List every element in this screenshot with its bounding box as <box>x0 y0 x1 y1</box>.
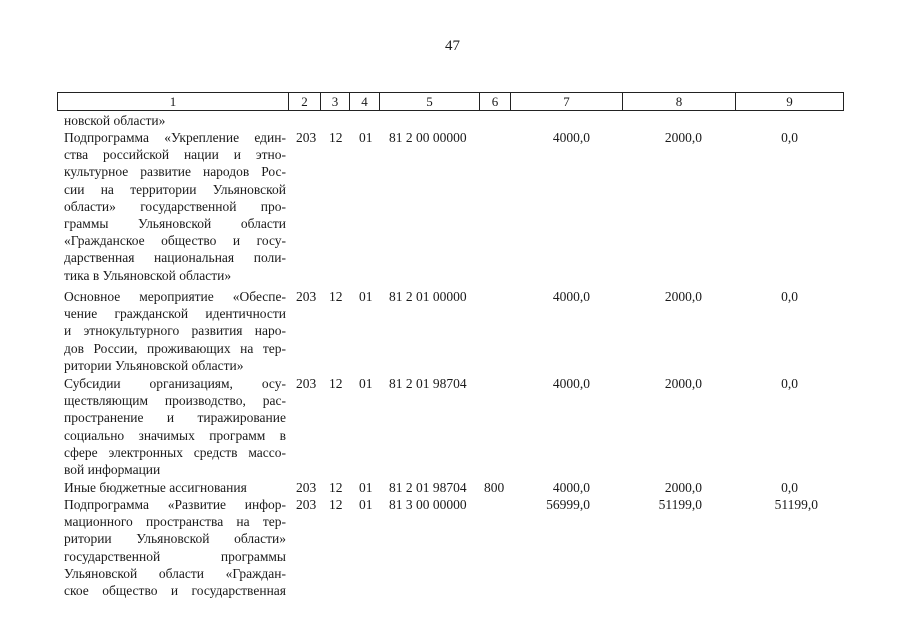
row-name-line: и этнокультурного развития наро- <box>64 323 286 339</box>
header-col-4: 4 <box>350 93 380 110</box>
cell-value-7: 4000,0 <box>552 480 590 495</box>
cell-pr: 12 <box>329 289 343 304</box>
row-name <box>64 496 286 599</box>
page-number: 47 <box>445 38 460 54</box>
header-col-7: 7 <box>511 93 623 110</box>
cell-pr: 12 <box>329 130 343 145</box>
cell-value-9: 0,0 <box>781 480 798 495</box>
table-header <box>57 92 844 111</box>
row-name <box>64 288 286 374</box>
cell-cs: 01 <box>359 376 373 391</box>
cell-pr: 12 <box>329 376 343 391</box>
row-name-line: социально значимых программ в <box>64 427 286 443</box>
cell-value-9: 0,0 <box>781 376 798 391</box>
row-name-line: тика в Ульяновской области» <box>64 267 232 283</box>
row-name-line: граммы Ульяновской области <box>64 215 286 231</box>
row-name-line: дарственная национальная поли- <box>64 250 286 266</box>
cell-value-8: 51199,0 <box>658 497 702 512</box>
row-name-line: дов России, проживающих на тер- <box>64 340 286 356</box>
header-col-9: 9 <box>786 94 793 109</box>
row-name-line: ществляющим производство, рас- <box>64 393 286 409</box>
row-name-line: Подпрограмма «Укрепление един- <box>64 130 286 145</box>
cell-rz: 203 <box>296 289 317 304</box>
row-name-line: «Гражданское общество и госу- <box>64 233 286 249</box>
header-col-5: 5 <box>380 93 480 110</box>
header-col-1: 1 <box>58 93 289 110</box>
row-name-line: ритории Ульяновской области» <box>64 531 286 547</box>
row-name <box>64 375 286 478</box>
cell-csr: 81 2 00 00000 <box>389 130 467 145</box>
cell-pr: 12 <box>329 497 343 512</box>
row-name-line: чение гражданской идентичности <box>64 306 286 322</box>
header-col-3: 3 <box>321 93 350 110</box>
cell-value-8: 2000,0 <box>664 376 702 391</box>
row-name-line: ритории Ульяновской области» <box>64 357 244 373</box>
cell-csr: 81 2 01 00000 <box>389 289 467 304</box>
cell-value-8: 2000,0 <box>664 480 702 495</box>
row-name-line: сфере электронных средств массо- <box>64 444 286 460</box>
cell-cs: 01 <box>359 289 373 304</box>
cell-rz: 203 <box>296 376 317 391</box>
cell-rz: 203 <box>296 480 317 495</box>
row-name-line: Подпрограмма «Развитие инфор- <box>64 497 286 512</box>
cell-pr: 12 <box>329 480 343 495</box>
cell-value-7: 4000,0 <box>552 289 590 304</box>
cell-vr: 800 <box>484 480 505 495</box>
cell-rz: 203 <box>296 497 317 512</box>
cell-value-8: 2000,0 <box>664 130 702 145</box>
cell-value-7: 4000,0 <box>552 376 590 391</box>
header-col-6: 6 <box>480 93 511 110</box>
cell-csr: 81 2 01 98704 <box>389 480 467 495</box>
cell-value-8: 2000,0 <box>664 289 702 304</box>
row-name-line: сии на территории Ульяновской <box>64 181 286 197</box>
row-name-line: ства российской нации и этно- <box>64 147 286 163</box>
row-name-line: Иные бюджетные ассигнования <box>64 480 247 495</box>
row-name-line: вой информации <box>64 461 161 477</box>
cell-cs: 01 <box>359 480 373 495</box>
cell-cs: 01 <box>359 130 373 145</box>
row-name-line: Ульяновской области «Граждан- <box>64 565 286 581</box>
row-name-line: государственной программы <box>64 548 286 564</box>
cell-value-7: 56999,0 <box>546 497 590 512</box>
row-name <box>64 479 286 496</box>
row-name-line: ское общество и государственная <box>64 582 286 598</box>
row-name-line: культурное развитие народов Рос- <box>64 164 286 180</box>
cell-cs: 01 <box>359 497 373 512</box>
cell-value-9: 51199,0 <box>774 497 818 512</box>
row-name-line: Основное мероприятие «Обеспе- <box>64 289 286 304</box>
cell-csr: 81 3 00 00000 <box>389 497 467 512</box>
row-name-line: мационного пространства на тер- <box>64 514 286 530</box>
cell-csr: 81 2 01 98704 <box>389 376 467 391</box>
row-name-line: пространение и тиражирование <box>64 410 286 426</box>
cell-value-9: 0,0 <box>781 289 798 304</box>
row-name <box>64 129 286 284</box>
row-name-line: Субсидии организациям, осу- <box>64 376 286 391</box>
header-col-2: 2 <box>289 93 321 110</box>
row-name-line: новской области» <box>64 113 166 128</box>
header-col-8: 8 <box>623 93 736 110</box>
cell-rz: 203 <box>296 130 317 145</box>
cell-value-9: 0,0 <box>781 130 798 145</box>
row-name <box>64 112 286 129</box>
cell-value-7: 4000,0 <box>552 130 590 145</box>
row-name-line: области» государственной про- <box>64 198 286 214</box>
